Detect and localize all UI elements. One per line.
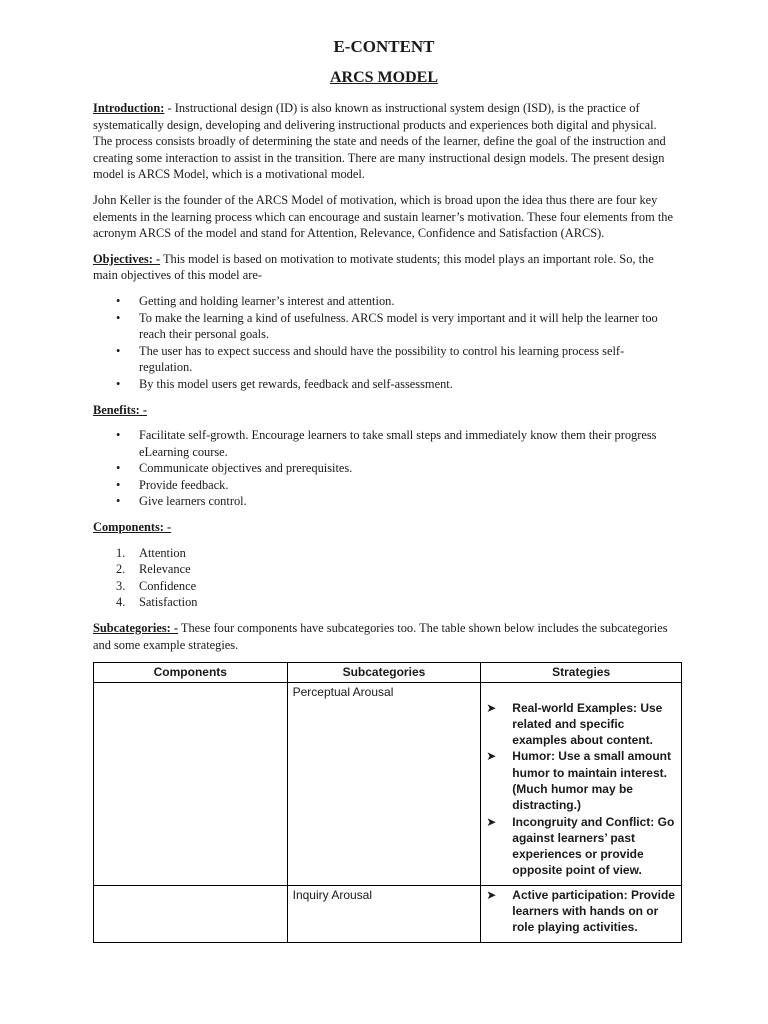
document-content [93, 36, 675, 943]
list-item: • Provide feedback. [93, 477, 675, 494]
list-number: 2. [116, 562, 126, 577]
list-text: Relevance [139, 562, 191, 577]
list-number: 3. [116, 578, 126, 593]
arrowhead-bullet-icon: ➤ [486, 700, 497, 715]
intro-paragraph [93, 100, 675, 183]
strategy-text: Humor: Use a small amount humor to maintain interest. (Much humor may be distracting.) [512, 749, 671, 813]
list-text: Confidence [139, 578, 197, 593]
benefits-heading [93, 402, 675, 419]
strategy-item [486, 887, 676, 936]
arrowhead-bullet-icon: ➤ [486, 814, 497, 829]
subcategories-paragraph [93, 620, 675, 653]
strategy-item [486, 814, 676, 879]
intro-label: Introduction: [93, 101, 165, 115]
header-components: Components [94, 663, 288, 682]
objectives-paragraph [93, 251, 675, 284]
subcategories-label: Subcategories: - [93, 621, 178, 636]
list-text: Attention [139, 545, 186, 560]
components-list [93, 545, 675, 611]
keller-paragraph: John Keller is the founder of the ARCS Model of motivation, which is broad upon the idea thus there are four key elements in the learning process which can encourage and sustain learner’s motivation. These four elements from the acronym ARCS of the model and stand for Attention, Relevance, Confidence and Satisfaction (ARCS). [93, 192, 673, 241]
objectives-label: Objectives: - [93, 251, 161, 266]
table-header-row [94, 663, 682, 682]
list-number: 4. [116, 595, 126, 610]
table-row [94, 885, 682, 942]
strategy-text: Incongruity and Conflict: Go against learners’ past experiences or provide opposite point of view. [512, 814, 675, 878]
component-cell [94, 682, 288, 885]
table-row [94, 682, 682, 885]
list-text: Satisfaction [139, 595, 198, 610]
header-strategies: Strategies [481, 663, 682, 682]
list-item: • Communicate objectives and prerequisites. [93, 460, 675, 477]
strategy-text: Real-world Examples: Use related and specific examples about content. [512, 700, 663, 748]
benefits-list [93, 427, 675, 510]
document-title: E-CONTENT [333, 37, 435, 56]
intro-text: - Instructional design (ID) is also known as instructional system design (ISD), is the practice of systematically design, developing and delivering instructional products and experiences both digital and physical. The process consists broadly of determining the state and needs of the learner, define the goal of the instruction and creating some interaction to assist in the transition. There are many instructional design models. The present design model is ARCS Model, which is a motivational model. [93, 101, 666, 182]
arrowhead-bullet-icon: ➤ [486, 749, 497, 764]
objectives-list [93, 293, 675, 393]
list-item [93, 578, 675, 595]
list-item [93, 545, 675, 562]
list-item [93, 594, 675, 611]
components-label: Components: - [93, 520, 172, 535]
components-heading [93, 519, 675, 536]
document-subtitle: ARCS MODEL [329, 69, 438, 86]
component-cell [94, 885, 288, 942]
strategy-text: Active participation: Provide learners with hands on or role playing activities. [512, 887, 675, 935]
list-number: 1. [116, 545, 126, 560]
list-item: • Facilitate self-growth. Encourage learners to take small steps and immediately know them their progress eLearning course. [93, 427, 675, 460]
list-item: • To make the learning a kind of usefulness. ARCS model is very important and it will help the learner too reach their personal goals. [93, 310, 675, 343]
header-subcategories: Subcategories [287, 663, 481, 682]
strategies-cell [481, 885, 682, 942]
strategy-item [486, 748, 676, 813]
benefits-label: Benefits: - [93, 402, 148, 417]
subcategory-cell: Perceptual Arousal [287, 682, 481, 885]
strategy-item [486, 700, 676, 749]
list-item: • Getting and holding learner’s interest and attention. [93, 293, 675, 310]
list-item: • The user has to expect success and should have the possibility to control his learning process self-regulation. [93, 343, 675, 376]
subcategories-text: These four components have subcategories too. The table shown below includes the subcategories and some example strategies. [93, 621, 668, 652]
subcategory-cell: Inquiry Arousal [287, 885, 481, 942]
strategies-cell [481, 682, 682, 885]
arcs-table [93, 662, 682, 942]
list-item: • By this model users get rewards, feedback and self-assessment. [93, 376, 675, 393]
arrowhead-bullet-icon: ➤ [486, 887, 497, 902]
objectives-text: This model is based on motivation to motivate students; this model plays an important role. So, the main objectives of this model are- [93, 251, 654, 283]
list-item: • Give learners control. [93, 493, 675, 510]
list-item [93, 561, 675, 578]
